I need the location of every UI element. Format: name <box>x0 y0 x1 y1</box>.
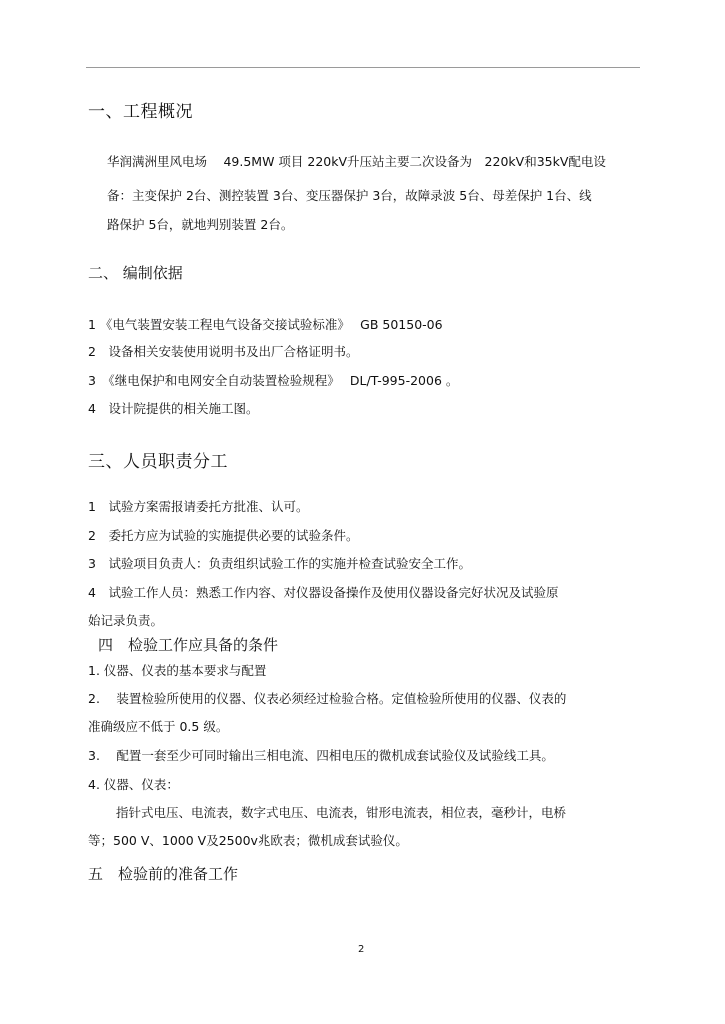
section-4-line-4: 3. 配置一套至少可同时输出三相电流、四相电压的微机成套试验仪及试验线工具。 <box>88 748 554 763</box>
section-1-heading: 一、工程概况 <box>88 102 193 122</box>
section-2-item-4: 4 设计院提供的相关施工图。 <box>88 401 259 416</box>
section-4-line-6: 指针式电压、电流表，数字式电压、电流表，钳形电流表，相位表，毫秒计，电桥 <box>116 805 567 820</box>
section-4-line-5: 4. 仪器、仪表： <box>88 777 179 792</box>
section-3-item-1: 1 试验方案需报请委托方批准、认可。 <box>88 499 309 514</box>
section-4-heading: 四 检验工作应具备的条件 <box>98 636 279 654</box>
section-4-line-1: 1. 仪器、仪表的基本要求与配置 <box>88 663 267 678</box>
section-5-heading: 五 检验前的准备工作 <box>88 865 239 883</box>
section-3-item-4: 4 试验工作人员：熟悉工作内容、对仪器设备操作及使用仪器设备完好状况及试验原 <box>88 585 559 600</box>
section-2-heading: 二、 编制依据 <box>88 264 183 282</box>
section-2-item-2: 2 设备相关安装使用说明书及出厂合格证明书。 <box>88 344 359 359</box>
header-rule <box>86 67 640 68</box>
section-3-item-4-cont: 始记录负责。 <box>88 613 164 628</box>
section-4-line-7: 等；500 V、1000 V及2500v兆欧表；微机成套试验仪。 <box>88 833 408 848</box>
section-3-item-3: 3 试验项目负责人：负责组织试验工作的实施并检查试验安全工作。 <box>88 556 471 571</box>
section-2-item-3: 3 《继电保护和电网安全自动装置检验规程》 DL/T-995-2006 。 <box>88 373 459 388</box>
section-1-line-2: 备：主变保护 2台、测控装置 3台、变压器保护 3台，故障录波 5台、母差保护 1台、线 <box>107 188 592 203</box>
section-1-line-1: 华润满洲里风电场 49.5MW 项目 220kV升压站主要二次设备为 220kV和35kV配电设 <box>107 154 606 169</box>
section-4-line-2: 2. 装置检验所使用的仪器、仪表必须经过检验合格。定值检验所使用的仪器、仪表的 <box>88 691 567 706</box>
section-1-line-3: 路保护 5台，就地判别装置 2台。 <box>107 217 294 232</box>
page-number: 2 <box>358 944 365 955</box>
section-3-heading: 三、人员职责分工 <box>88 452 228 472</box>
section-3-item-2: 2 委托方应为试验的实施提供必要的试验条件。 <box>88 528 359 543</box>
section-4-line-3: 准确级应不低于 0.5 级。 <box>88 719 229 734</box>
section-2-item-1: 1 《电气装置安装工程电气设备交接试验标准》 GB 50150-06 <box>88 317 443 332</box>
